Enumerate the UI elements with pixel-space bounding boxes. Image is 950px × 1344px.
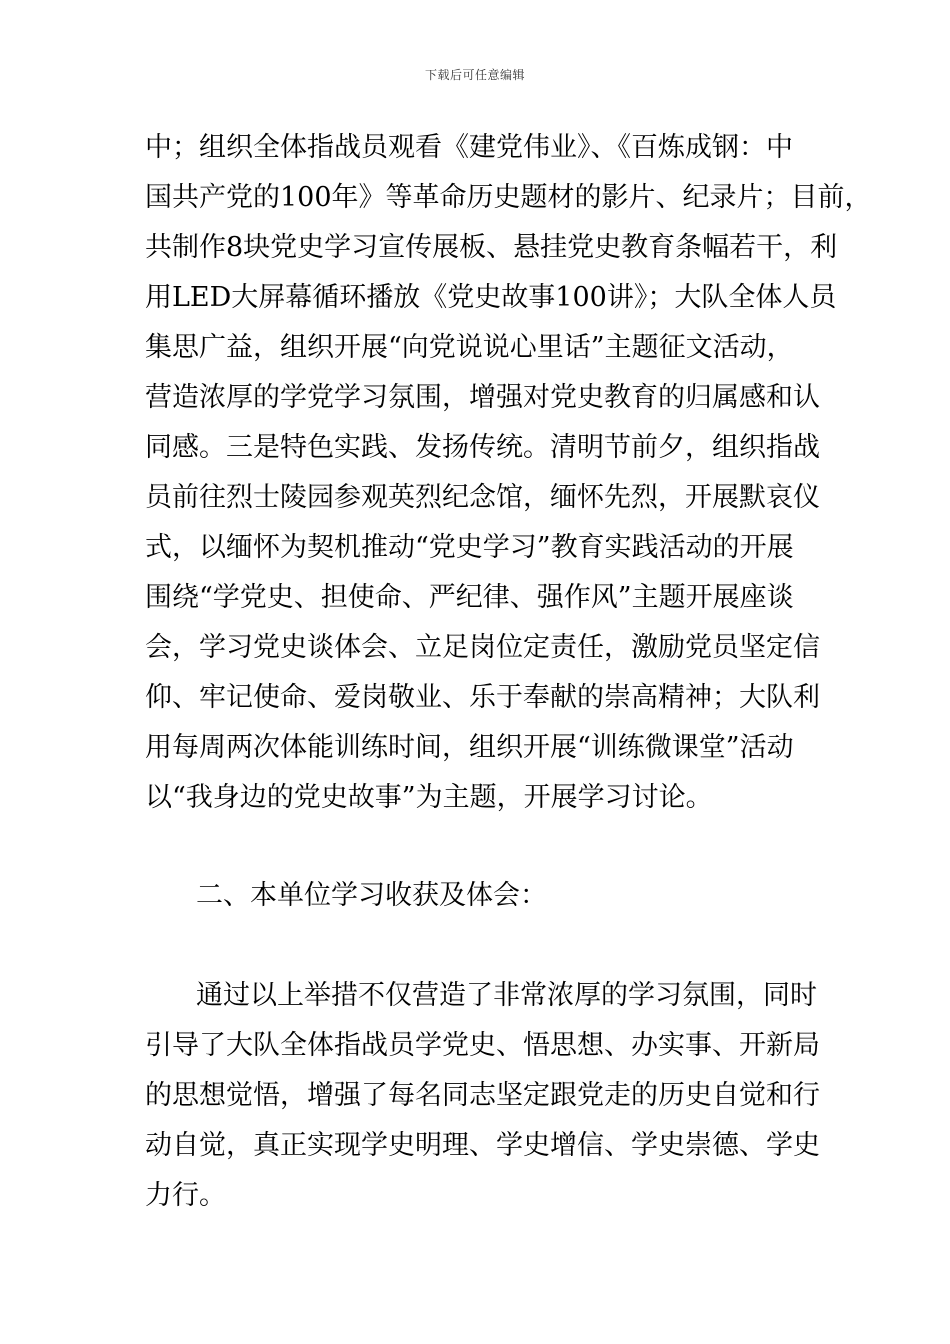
body-line: 员前往烈士陵园参观英烈纪念馆，缅怀先烈，开展默哀仪 [145, 482, 820, 513]
body-line: 以“我身边的党史故事”为主题，开展学习讨论。 [145, 782, 713, 813]
body-line: 式，以缅怀为契机推动“党史学习”教育实践活动的开展 [145, 532, 794, 563]
body-line: 会，学习党史谈体会、立足岗位定责任，激励党员坚定信 [145, 632, 820, 663]
body-line: 中；组织全体指战员观看《建党伟业》、《百炼成钢：中 [145, 132, 793, 163]
section-line: 的思想觉悟，增强了每名同志坚定跟党走的历史自觉和行 [145, 1080, 820, 1111]
body-line: 围绕“学党史、担使命、严纪律、强作风”主题开展座谈 [145, 582, 794, 613]
body-line: 国共产党的100年》等革命历史题材的影片、纪录片；目前， [145, 182, 872, 213]
body-line: 共制作8块党史学习宣传展板、悬挂党史教育条幅若干，利 [145, 232, 838, 263]
section-line: 引导了大队全体指战员学党史、悟思想、办实事、开新局 [145, 1030, 820, 1061]
page-header-note: 下载后可任意编辑 [424, 68, 525, 82]
section-line: 动自觉，真正实现学史明理、学史增信、学史崇德、学史 [145, 1130, 820, 1161]
body-line: 仰、牢记使命、爱岗敬业、乐于奉献的崇高精神；大队利 [145, 682, 820, 713]
body-line: 同感。三是特色实践、发扬传统。清明节前夕，组织指战 [145, 432, 820, 463]
section-line: 通过以上举措不仅营造了非常浓厚的学习氛围，同时 [196, 980, 817, 1011]
section-line: 力行。 [145, 1180, 226, 1211]
body-line: 用LED大屏幕循环播放《党史故事100讲》；大队全体人员 [145, 282, 837, 313]
body-line: 用每周两次体能训练时间，组织开展“训练微课堂”活动 [145, 732, 794, 763]
section-heading: 二、本单位学习收获及体会： [196, 880, 547, 911]
body-line: 集思广益，组织开展“向党说说心里话”主题征文活动， [145, 332, 794, 363]
body-line: 营造浓厚的学党学习氛围，增强对党史教育的归属感和认 [145, 382, 820, 413]
